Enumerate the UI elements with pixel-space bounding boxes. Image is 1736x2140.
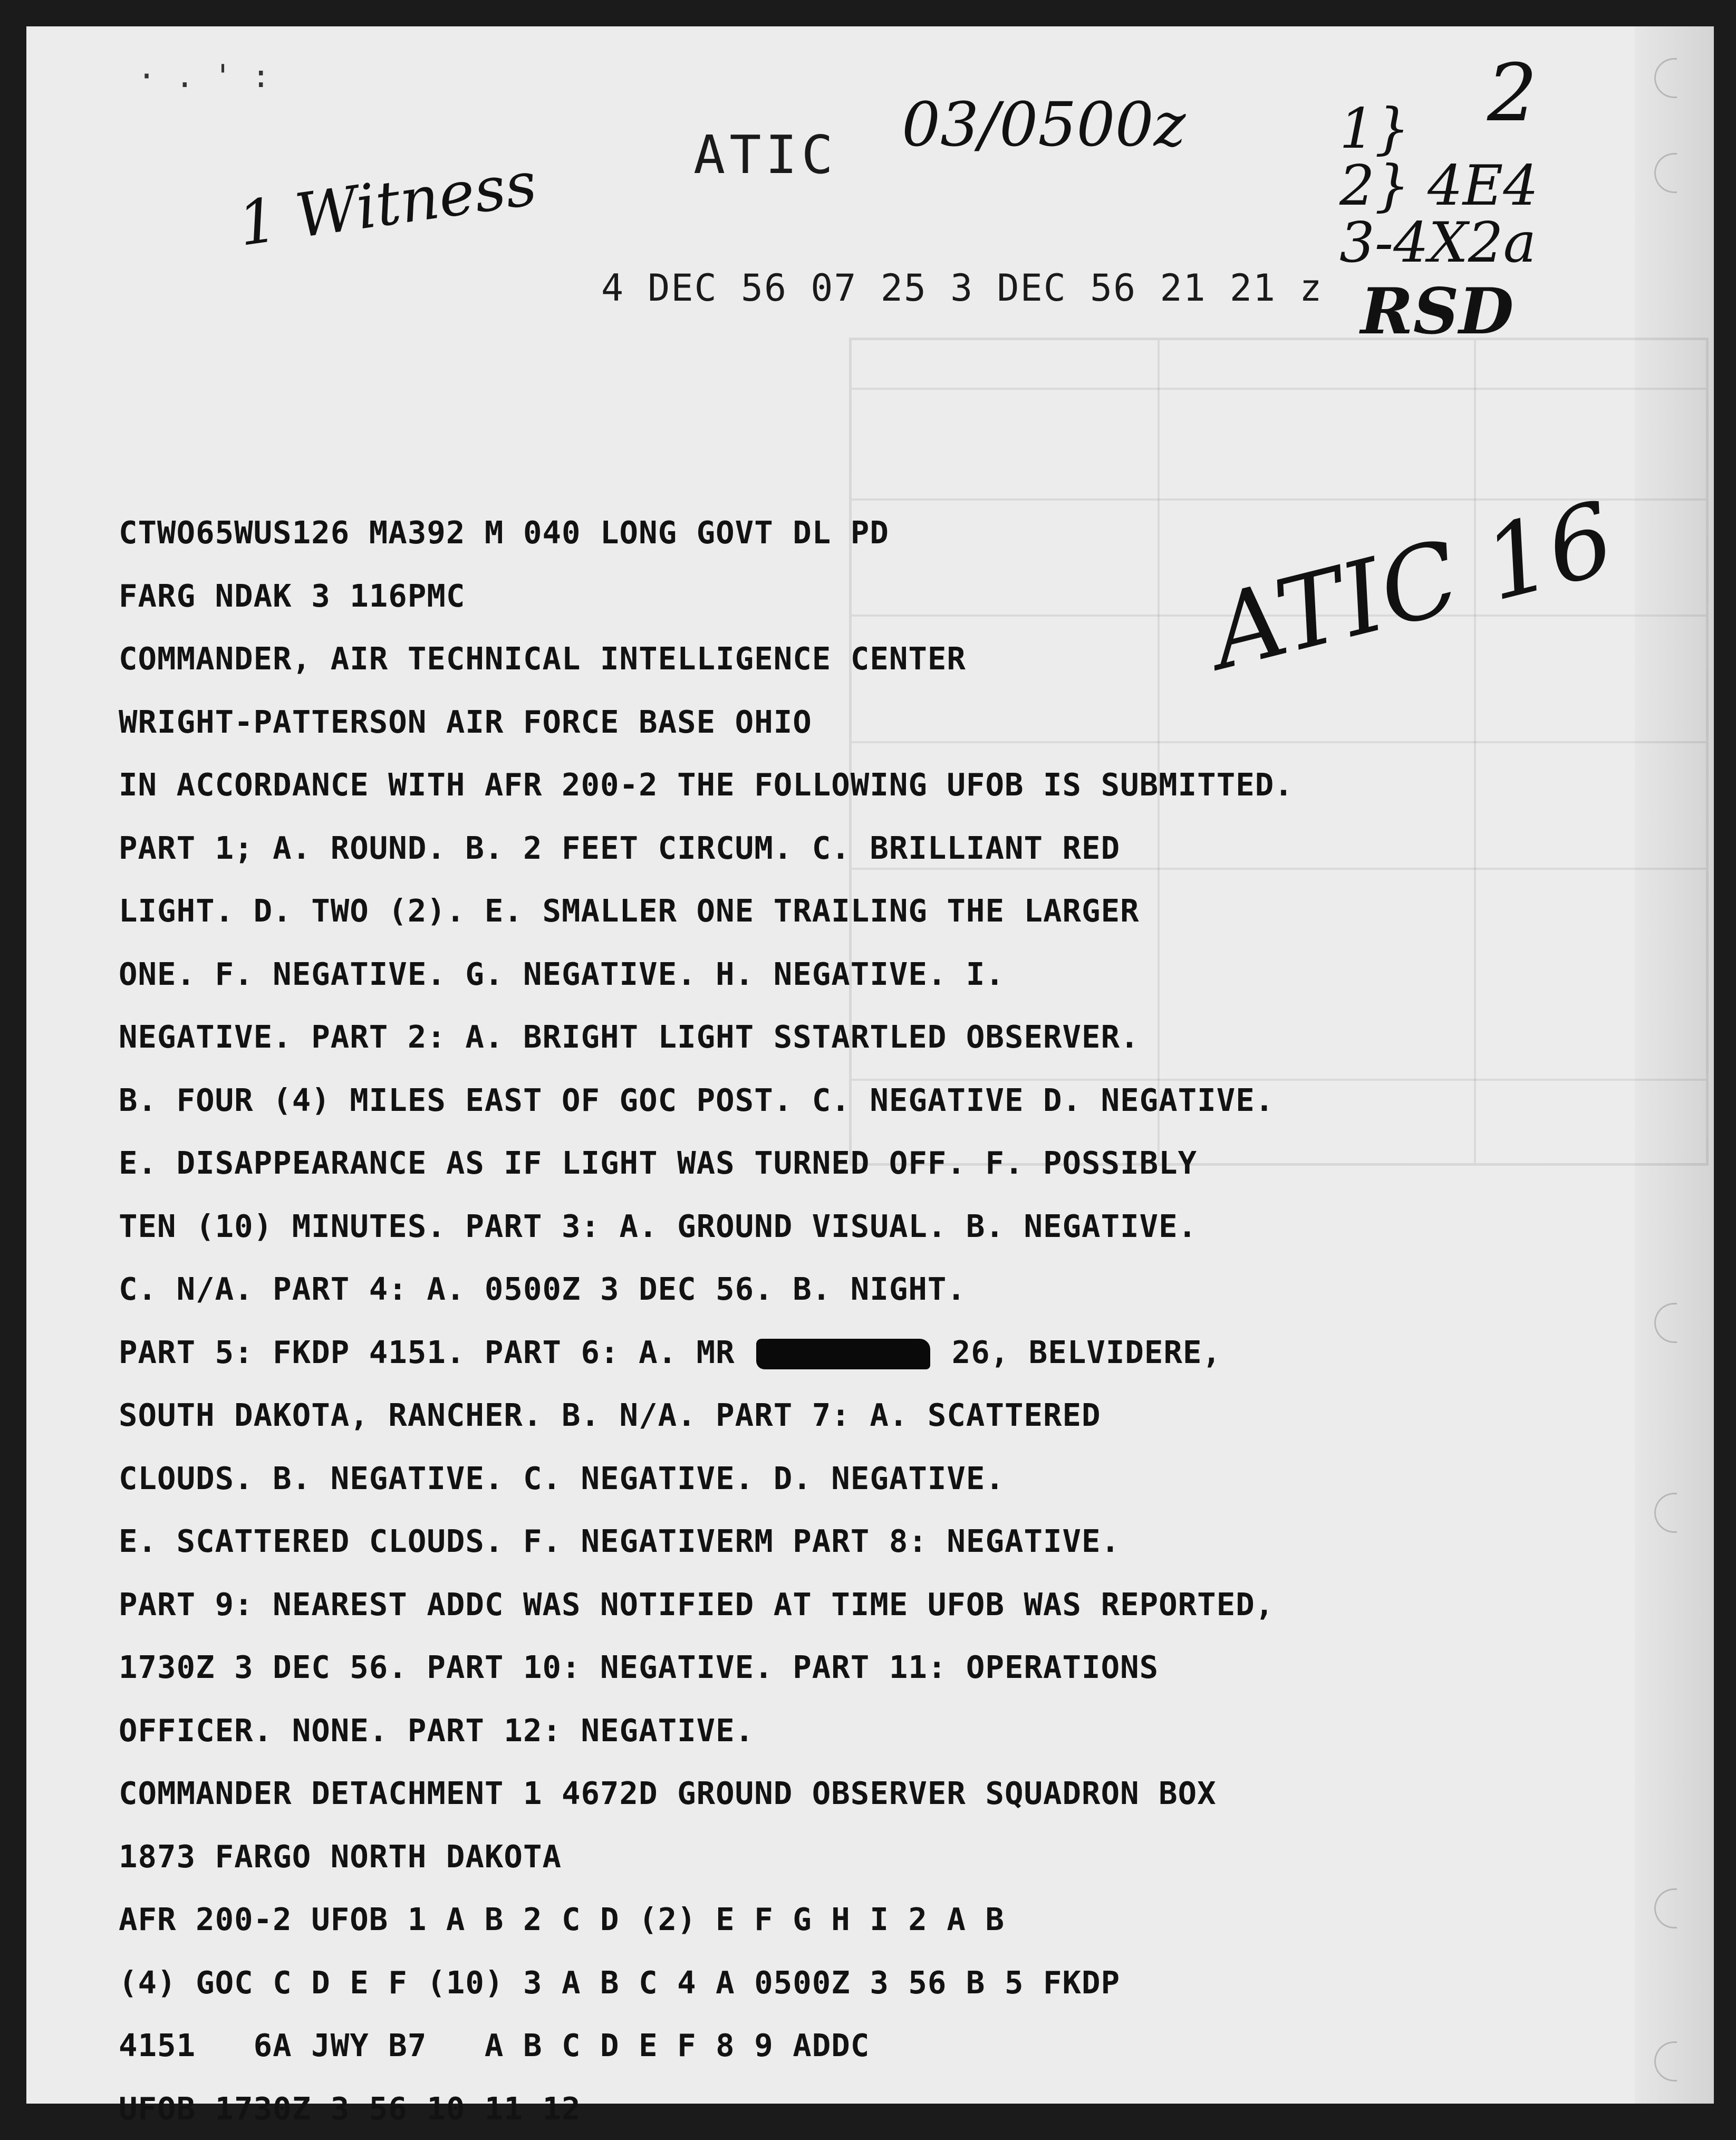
handwritten-witness-note: 1 Witness (234, 148, 541, 260)
handwritten-initials: RSD (1361, 274, 1513, 349)
message-line: WRIGHT-PATTERSON AIR FORCE BASE OHIO (119, 690, 1648, 754)
atic-header-stamp: ATIC (693, 124, 837, 186)
message-line: CTWO65WUS126 MA392 M 040 LONG GOVT DL PD (119, 501, 1648, 564)
line-part-before: PART 5: FKDP 4151. PART 6: A. MR (119, 1334, 754, 1370)
handwritten-dtg: 03/0500z (902, 90, 1185, 160)
message-line: SOUTH DAKOTA, RANCHER. B. N/A. PART 7: A. SCATTERED (119, 1384, 1648, 1447)
message-line: CLOUDS. B. NEGATIVE. C. NEGATIVE. D. NEGATIVE. (119, 1447, 1648, 1510)
message-line: 1730Z 3 DEC 56. PART 10: NEGATIVE. PART 11: OPERATIONS (119, 1636, 1648, 1699)
document-page (26, 26, 1714, 2104)
message-line: C. N/A. PART 4: A. 0500Z 3 DEC 56. B. NIGHT. (119, 1258, 1648, 1321)
receipt-timestamp: 4 DEC 56 07 25 3 DEC 56 21 21 z (601, 266, 1323, 310)
message-line: COMMANDER DETACHMENT 1 4672D GROUND OBSERVER SQUADRON BOX (119, 1762, 1648, 1825)
message-line-redacted (119, 1321, 1648, 1384)
message-line: AFR 200-2 UFOB 1 A B 2 C D (2) E F G H I 2 A B (119, 1888, 1648, 1951)
message-line: OFFICER. NONE. PART 12: NEGATIVE. (119, 1699, 1648, 1762)
redaction-block (756, 1339, 930, 1369)
message-line: B. FOUR (4) MILES EAST OF GOC POST. C. NEGATIVE D. NEGATIVE. (119, 1069, 1648, 1132)
file-code-2: 2} 4E4 (1339, 157, 1538, 214)
message-line: (4) GOC C D E F (10) 3 A B C 4 A 0500Z 3 56 B 5 FKDP (119, 1951, 1648, 2014)
file-code-1: 1} (1339, 100, 1538, 157)
message-line: IN ACCORDANCE WITH AFR 200-2 THE FOLLOWING UFOB IS SUBMITTED. (119, 753, 1648, 817)
message-line: NEGATIVE. PART 2: A. BRIGHT LIGHT SSTARTLED OBSERVER. (119, 1005, 1648, 1069)
message-line: E. DISAPPEARANCE AS IF LIGHT WAS TURNED OFF. F. POSSIBLY (119, 1131, 1648, 1195)
handwritten-atic-mark: ATIC 16 (1200, 479, 1625, 692)
handwritten-file-codes (1339, 100, 1538, 271)
ink-specks: · . ' : (137, 58, 271, 95)
handwritten-page-number: 2 (1487, 47, 1537, 139)
message-line: PART 9: NEAREST ADDC WAS NOTIFIED AT TIME UFOB WAS REPORTED, (119, 1573, 1648, 1636)
file-code-3: 3-4X2a (1339, 214, 1538, 271)
line-part-after: 26, BELVIDERE, (932, 1334, 1221, 1370)
message-line: ONE. F. NEGATIVE. G. NEGATIVE. H. NEGATIVE. I. (119, 943, 1648, 1006)
message-line: E. SCATTERED CLOUDS. F. NEGATIVERM PART 8: NEGATIVE. (119, 1510, 1648, 1573)
message-line: FARG NDAK 3 116PMC (119, 564, 1648, 628)
teletype-message (119, 501, 1648, 2140)
message-line: TEN (10) MINUTES. PART 3: A. GROUND VISUAL. B. NEGATIVE. (119, 1195, 1648, 1258)
message-line: COMMANDER, AIR TECHNICAL INTELLIGENCE CENTER (119, 627, 1648, 690)
message-line: UFOB 1730Z 3 56 10 11 12 (119, 2077, 1648, 2140)
message-line: LIGHT. D. TWO (2). E. SMALLER ONE TRAILING THE LARGER (119, 879, 1648, 943)
message-line: PART 1; A. ROUND. B. 2 FEET CIRCUM. C. BRILLIANT RED (119, 817, 1648, 880)
message-line: 4151 6A JWY B7 A B C D E F 8 9 ADDC (119, 2014, 1648, 2077)
message-line: 1873 FARGO NORTH DAKOTA (119, 1825, 1648, 1888)
